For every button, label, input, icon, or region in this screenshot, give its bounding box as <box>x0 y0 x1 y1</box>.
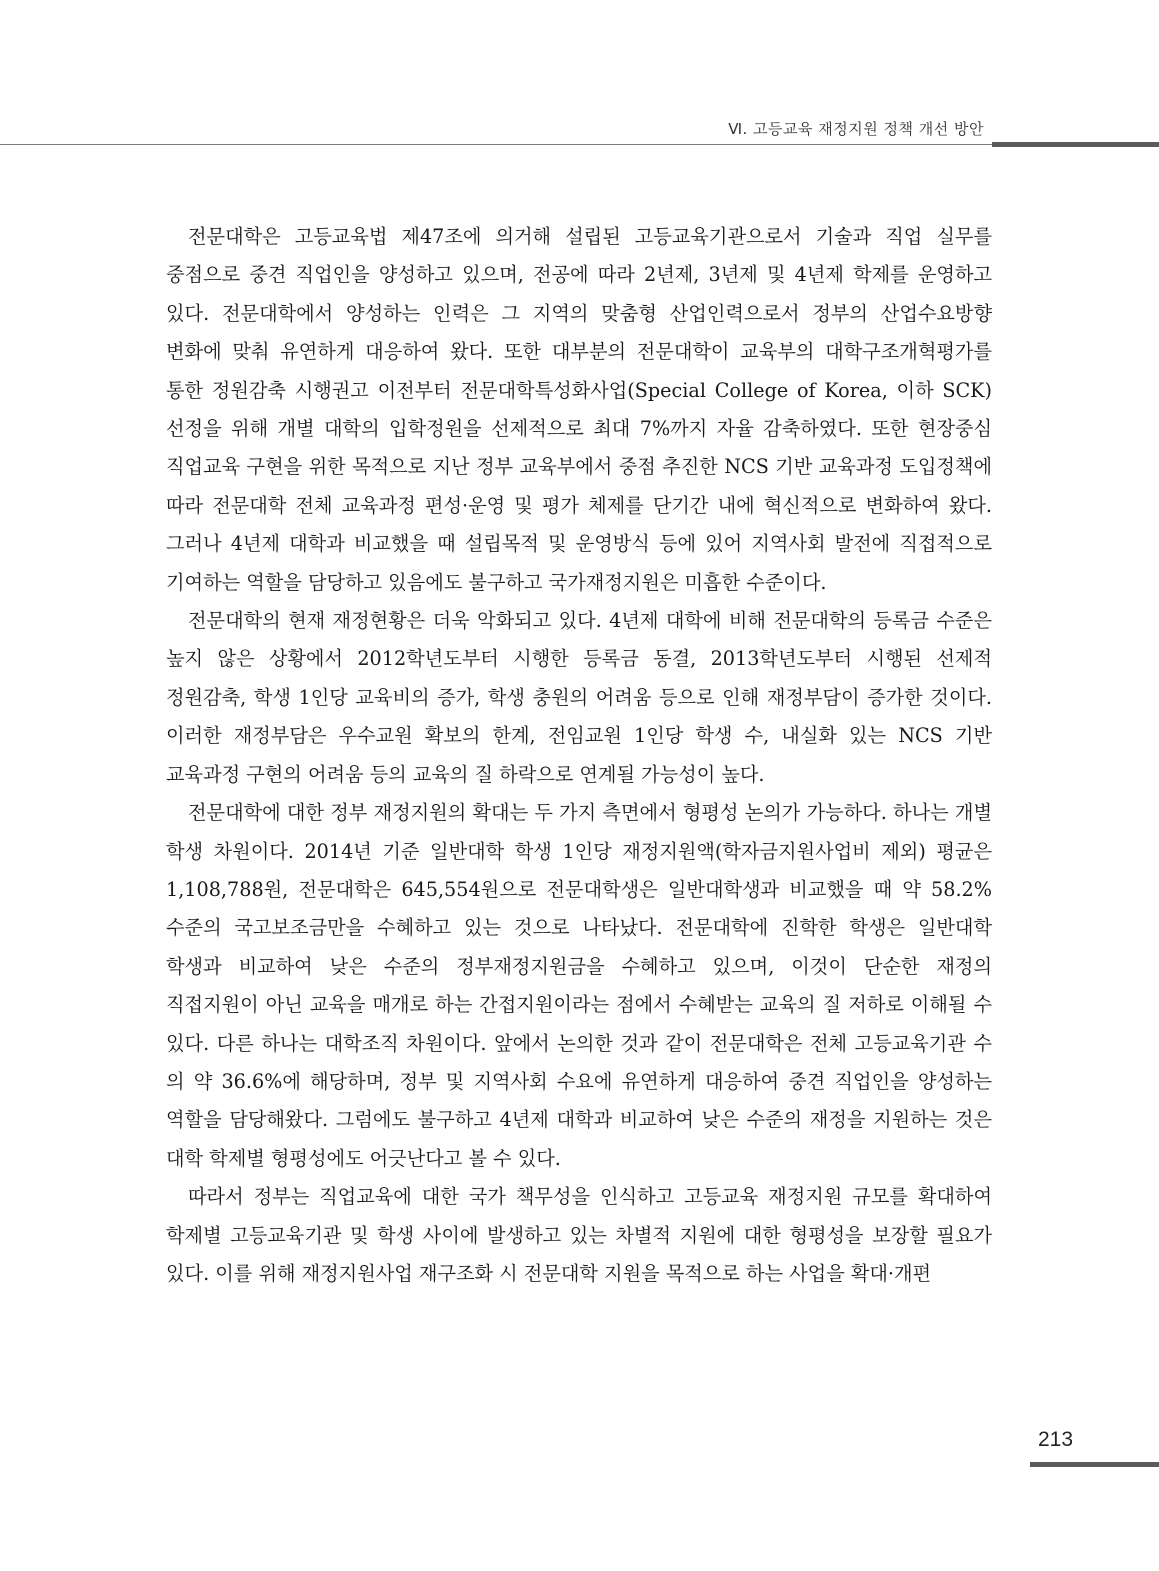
footer-rule <box>1030 1462 1159 1467</box>
paragraph: 따라서 정부는 직업교육에 대한 국가 책무성을 인식하고 고등교육 재정지원 규모를 확대하여 학제별 고등교육기관 및 학생 사이에 발생하고 있는 차별적 지원에 대한 형평성을 보장할 필요가 있다. 이를 위해 재정지원사업 재구조화 시 전문대학 지원을 목적으로 하는 사업을 확대·개편 <box>166 1185 992 1285</box>
paragraph: 전문대학의 현재 재정현황은 더욱 악화되고 있다. 4년제 대학에 비해 전문대학의 등록금 수준은 높지 않은 상황에서 2012학년도부터 시행한 등록금 동결, 2013학년도부터 시행된 선제적 정원감축, 학생 1인당 교육비의 증가, 학생 충원의 어려움 등으로 인해 재정부담이 증가한 것이다. 이러한 재정부담은 우수교원 확보의 한계, 전임교원 1인당 학생 수, 내실화 있는 NCS 기반 교육과정 구현의 어려움 등의 교육의 질 하락으로 연계될 가능성이 높다. <box>166 609 992 786</box>
body-text <box>166 218 992 1293</box>
header-rule-accent <box>992 142 1159 147</box>
page-number: 213 <box>1038 1428 1074 1451</box>
paragraph: 전문대학에 대한 정부 재정지원의 확대는 두 가지 측면에서 형평성 논의가 가능하다. 하나는 개별 학생 차원이다. 2014년 기준 일반대학 학생 1인당 재정지원액(학자금지원사업비 제외) 평균은 1,108,788원, 전문대학은 645,554원으로 전문대학생은 일반대학생과 비교했을 때 약 58.2% 수준의 국고보조금만을 수혜하고 있는 것으로 나타났다. 전문대학에 진학한 학생은 일반대학 학생과 비교하여 낮은 수준의 정부재정지원금을 수혜하고 있으며, 이것이 단순한 재정의 직접지원이 아닌 교육을 매개로 하는 간접지원이라는 점에서 수혜받는 교육의 질 저하로 이해될 수 있다. 다른 하나는 대학조직 차원이다. 앞에서 논의한 것과 같이 전문대학은 전체 고등교육기관 수 의 약 36.6%에 해당하며, 정부 및 지역사회 수요에 유연하게 대응하여 중견 직업인을 양성하는 역할을 담당해왔다. 그럼에도 불구하고 4년제 대학과 비교하여 낮은 수준의 재정을 지원하는 것은 대학 학제별 형평성에도 어긋난다고 볼 수 있다. <box>166 801 992 1170</box>
header-rule <box>0 144 1159 145</box>
running-header: Ⅵ. 고등교육 재정지원 정책 개선 방안 <box>728 120 984 138</box>
paragraph: 전문대학은 고등교육법 제47조에 의거해 설립된 고등교육기관으로서 기술과 직업 실무를 중점으로 중견 직업인을 양성하고 있으며, 전공에 따라 2년제, 3년제 및 4년제 학제를 운영하고 있다. 전문대학에서 양성하는 인력은 그 지역의 맞춤형 산업인력으로서 정부의 산업수요방향 변화에 맞춰 유연하게 대응하여 왔다. 또한 대부분의 전문대학이 교육부의 대학구조개혁평가를 통한 정원감축 시행권고 이전부터 전문대학특성화사업(Special College of Korea, 이하 SCK) 선정을 위해 개별 대학의 입학정원을 선제적으로 최대 7%까지 자율 감축하였다. 또한 현장중심 직업교육 구현을 위한 목적으로 지난 정부 교육부에서 중점 추진한 NCS 기반 교육과정 도입정책에 따라 전문대학 전체 교육과정 편성·운영 및 평가 체제를 단기간 내에 혁신적으로 변화하여 왔다. 그러나 4년제 대학과 비교했을 때 설립목적 및 운영방식 등에 있어 지역사회 발전에 직접적으로 기여하는 역할을 담당하고 있음에도 불구하고 국가재정지원은 미흡한 수준이다. <box>166 225 992 594</box>
